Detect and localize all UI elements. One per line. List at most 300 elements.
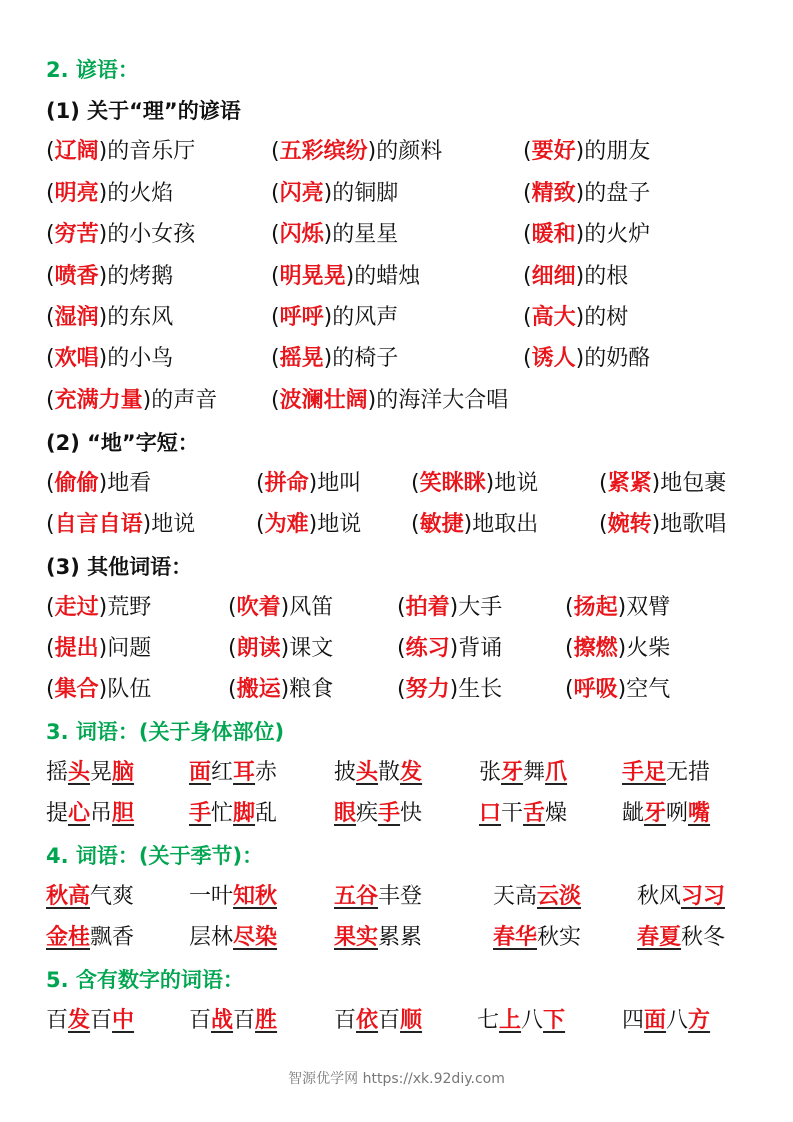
close-paren: ) xyxy=(98,264,108,289)
phrase-tail: 地叫 xyxy=(317,471,362,496)
close-paren: ) xyxy=(98,139,108,164)
phrase-tail: 的火炉 xyxy=(584,222,651,247)
phrase-tail: 的火焰 xyxy=(107,181,174,206)
part3-phrase xyxy=(397,629,502,669)
open-paren: ( xyxy=(565,595,574,620)
close-paren: ) xyxy=(98,677,108,702)
open-paren: ( xyxy=(411,512,420,537)
underlined-word: 春华 xyxy=(493,925,538,950)
open-paren: ( xyxy=(271,388,280,413)
plain-text: 层林 xyxy=(189,925,234,950)
open-paren: ( xyxy=(565,677,574,702)
plain-text: 四 xyxy=(622,1008,645,1033)
season-idiom xyxy=(493,877,581,917)
underlined-word: 下 xyxy=(543,1008,566,1033)
phrase-tail: 地说 xyxy=(494,471,539,496)
answer-word: 暖和 xyxy=(531,222,576,247)
answer-word: 摇晃 xyxy=(279,346,324,371)
subsection-3-heading-line xyxy=(0,547,793,587)
season-idiom xyxy=(493,918,581,958)
phrase-tail: 的小鸟 xyxy=(107,346,174,371)
plain-text: 秋冬 xyxy=(681,925,726,950)
open-paren: ( xyxy=(46,636,55,661)
plain-text: 干 xyxy=(501,801,524,826)
answer-word: 闪亮 xyxy=(279,181,324,206)
subsection-3-title: (3) 其他词语： xyxy=(46,555,193,579)
phrase-tail: 地包裹 xyxy=(660,471,727,496)
underlined-word: 五谷 xyxy=(334,884,379,909)
answer-word: 朗读 xyxy=(236,636,281,661)
part1-phrase xyxy=(46,174,173,214)
open-paren: ( xyxy=(46,181,55,206)
phrase-tail: 生长 xyxy=(458,677,503,702)
plain-text: 晃 xyxy=(90,760,113,785)
answer-word: 走过 xyxy=(54,595,99,620)
close-paren: ) xyxy=(449,636,459,661)
close-paren: ) xyxy=(463,512,473,537)
open-paren: ( xyxy=(46,595,55,620)
footer-watermark: 智源优学网 https://xk.92diy.com xyxy=(288,1071,505,1087)
underlined-word: 口 xyxy=(479,801,502,826)
part1-row xyxy=(0,174,793,214)
underlined-word: 耳 xyxy=(233,760,256,785)
underlined-word: 面 xyxy=(189,760,212,785)
answer-word: 努力 xyxy=(405,677,450,702)
underlined-word: 发 xyxy=(400,760,423,785)
plain-text: 丰登 xyxy=(378,884,423,909)
plain-text: 百 xyxy=(334,1008,357,1033)
underlined-word: 金桂 xyxy=(46,925,91,950)
plain-text: 秋实 xyxy=(537,925,582,950)
phrase-tail: 的声音 xyxy=(151,388,218,413)
plain-text: 飘香 xyxy=(90,925,135,950)
plain-text: 忙 xyxy=(211,801,234,826)
plain-text: 百 xyxy=(90,1008,113,1033)
underlined-word: 云淡 xyxy=(537,884,582,909)
part3-phrase xyxy=(46,588,151,628)
part3-phrase xyxy=(228,588,333,628)
answer-word: 要好 xyxy=(531,139,576,164)
part1-row xyxy=(0,339,793,379)
phrase-tail: 的盘子 xyxy=(584,181,651,206)
phrase-tail: 地说 xyxy=(317,512,362,537)
phrase-tail: 的音乐厅 xyxy=(107,139,196,164)
underlined-word: 中 xyxy=(112,1008,135,1033)
phrase-tail: 的烤鹅 xyxy=(107,264,174,289)
underlined-word: 头 xyxy=(356,760,379,785)
phrase-tail: 地说 xyxy=(151,512,196,537)
underlined-word: 面 xyxy=(644,1008,667,1033)
plain-text: 吊 xyxy=(90,801,113,826)
plain-text: 气爽 xyxy=(90,884,135,909)
open-paren: ( xyxy=(397,595,406,620)
phrase-tail: 的朋友 xyxy=(584,139,651,164)
answer-word: 充满力量 xyxy=(54,388,143,413)
phrase-tail: 的风声 xyxy=(332,305,399,330)
part2-phrase xyxy=(411,464,538,504)
close-paren: ) xyxy=(617,595,627,620)
answer-word: 婉转 xyxy=(607,512,652,537)
phrase-tail: 火柴 xyxy=(626,636,671,661)
part1-phrase xyxy=(271,215,398,255)
answer-word: 喷香 xyxy=(54,264,99,289)
open-paren: ( xyxy=(411,471,420,496)
part2-phrase xyxy=(46,505,195,545)
close-paren: ) xyxy=(449,677,459,702)
open-paren: ( xyxy=(523,264,532,289)
underlined-word: 尽染 xyxy=(233,925,278,950)
body-idiom xyxy=(46,753,134,793)
section-3-title: 3. 词语：(关于身体部位) xyxy=(46,720,285,744)
plain-text: 百 xyxy=(233,1008,256,1033)
phrase-tail: 的奶酪 xyxy=(584,346,651,371)
open-paren: ( xyxy=(271,264,280,289)
answer-word: 练习 xyxy=(405,636,450,661)
subsection-2-title: (2) “地”字短： xyxy=(46,431,199,455)
answer-word: 高大 xyxy=(531,305,576,330)
underlined-word: 头 xyxy=(68,760,91,785)
plain-text: 舞 xyxy=(523,760,546,785)
part3-phrase xyxy=(46,629,151,669)
part1-row xyxy=(0,381,793,421)
answer-word: 拼命 xyxy=(264,471,309,496)
plain-text: 天高 xyxy=(493,884,538,909)
phrase-tail: 的东风 xyxy=(107,305,174,330)
close-paren: ) xyxy=(575,181,585,206)
plain-text: 百 xyxy=(189,1008,212,1033)
part1-phrase xyxy=(271,339,398,379)
body-idiom xyxy=(479,753,567,793)
close-paren: ) xyxy=(323,305,333,330)
close-paren: ) xyxy=(617,677,627,702)
close-paren: ) xyxy=(142,512,152,537)
open-paren: ( xyxy=(256,512,265,537)
number-idiom xyxy=(477,1001,565,1041)
body-idiom xyxy=(479,794,567,834)
open-paren: ( xyxy=(256,471,265,496)
underlined-word: 爪 xyxy=(545,760,568,785)
open-paren: ( xyxy=(46,471,55,496)
part1-phrase xyxy=(271,132,442,172)
part1-phrase xyxy=(523,215,650,255)
section-4-title: 4. 词语：(关于季节)： xyxy=(46,844,264,868)
close-paren: ) xyxy=(617,636,627,661)
phrase-tail: 的海洋大合唱 xyxy=(376,388,509,413)
phrase-tail: 空气 xyxy=(626,677,671,702)
close-paren: ) xyxy=(280,677,290,702)
part3-phrase xyxy=(397,670,502,710)
close-paren: ) xyxy=(98,305,108,330)
underlined-word: 果实 xyxy=(334,925,379,950)
part2-row xyxy=(0,464,793,504)
phrase-tail: 的小女孩 xyxy=(107,222,196,247)
part3-phrase xyxy=(46,670,151,710)
part2-phrase xyxy=(411,505,538,545)
phrase-tail: 的铜脚 xyxy=(332,181,399,206)
body-idiom xyxy=(622,753,710,793)
phrase-tail: 的颜料 xyxy=(376,139,443,164)
plain-text: 龇 xyxy=(622,801,645,826)
plain-text: 乱 xyxy=(255,801,278,826)
plain-text: 累累 xyxy=(378,925,423,950)
close-paren: ) xyxy=(98,181,108,206)
underlined-word: 春夏 xyxy=(637,925,682,950)
answer-word: 明亮 xyxy=(54,181,99,206)
part3-phrase xyxy=(565,588,670,628)
season-idiom xyxy=(334,877,422,917)
close-paren: ) xyxy=(98,636,108,661)
phrase-tail: 大手 xyxy=(458,595,503,620)
part1-phrase xyxy=(523,257,628,297)
answer-word: 呼呼 xyxy=(279,305,324,330)
open-paren: ( xyxy=(271,139,280,164)
underlined-word: 牙 xyxy=(644,801,667,826)
phrase-tail: 的椅子 xyxy=(332,346,399,371)
open-paren: ( xyxy=(271,181,280,206)
part1-phrase xyxy=(46,257,173,297)
plain-text: 披 xyxy=(334,760,357,785)
underlined-word: 舌 xyxy=(523,801,546,826)
underlined-word: 秋高 xyxy=(46,884,91,909)
close-paren: ) xyxy=(367,139,377,164)
underlined-word: 手足 xyxy=(622,760,667,785)
close-paren: ) xyxy=(449,595,459,620)
part2-phrase xyxy=(599,505,726,545)
open-paren: ( xyxy=(523,181,532,206)
close-paren: ) xyxy=(323,181,333,206)
plain-text: 张 xyxy=(479,760,502,785)
open-paren: ( xyxy=(397,636,406,661)
body-row xyxy=(0,794,793,834)
plain-text: 疾 xyxy=(356,801,379,826)
phrase-tail: 地取出 xyxy=(472,512,539,537)
season-idiom xyxy=(46,918,134,958)
plain-text: 提 xyxy=(46,801,69,826)
underlined-word: 战 xyxy=(211,1008,234,1033)
plain-text: 摇 xyxy=(46,760,69,785)
open-paren: ( xyxy=(397,677,406,702)
close-paren: ) xyxy=(98,595,108,620)
open-paren: ( xyxy=(46,139,55,164)
answer-word: 提出 xyxy=(54,636,99,661)
underlined-word: 脚 xyxy=(233,801,256,826)
body-idiom xyxy=(334,794,422,834)
plain-text: 咧 xyxy=(666,801,689,826)
underlined-word: 顺 xyxy=(400,1008,423,1033)
underlined-word: 手 xyxy=(189,801,212,826)
answer-word: 擦燃 xyxy=(573,636,618,661)
close-paren: ) xyxy=(575,139,585,164)
phrase-tail: 的星星 xyxy=(332,222,399,247)
plain-text: 燥 xyxy=(545,801,568,826)
number-idiom xyxy=(189,1001,277,1041)
answer-word: 辽阔 xyxy=(54,139,99,164)
body-idiom xyxy=(189,753,277,793)
close-paren: ) xyxy=(98,471,108,496)
close-paren: ) xyxy=(575,264,585,289)
part2-phrase xyxy=(46,464,151,504)
plain-text: 散 xyxy=(378,760,401,785)
body-row xyxy=(0,753,793,793)
underlined-word: 知秋 xyxy=(233,884,278,909)
answer-word: 紧紧 xyxy=(607,471,652,496)
part1-phrase xyxy=(46,381,217,421)
phrase-tail: 的蜡烛 xyxy=(354,264,421,289)
subsection-2-heading-line xyxy=(0,423,793,463)
close-paren: ) xyxy=(98,346,108,371)
subsection-1-heading-line xyxy=(0,91,793,131)
plain-text: 八 xyxy=(521,1008,544,1033)
open-paren: ( xyxy=(523,139,532,164)
answer-word: 搬运 xyxy=(236,677,281,702)
part3-phrase xyxy=(397,588,502,628)
open-paren: ( xyxy=(565,636,574,661)
section-2-title: 2. 谚语： xyxy=(46,58,139,82)
answer-word: 细细 xyxy=(531,264,576,289)
underlined-word: 方 xyxy=(688,1008,711,1033)
answer-word: 精致 xyxy=(531,181,576,206)
open-paren: ( xyxy=(523,346,532,371)
part1-phrase xyxy=(46,298,173,338)
open-paren: ( xyxy=(228,595,237,620)
part1-phrase xyxy=(271,174,398,214)
season-idiom xyxy=(189,918,277,958)
part1-phrase xyxy=(523,298,628,338)
open-paren: ( xyxy=(46,222,55,247)
number-idiom xyxy=(46,1001,134,1041)
underlined-word: 依 xyxy=(356,1008,379,1033)
part3-phrase xyxy=(228,629,333,669)
underlined-word: 眼 xyxy=(334,801,357,826)
part2-phrase xyxy=(599,464,726,504)
part1-phrase xyxy=(523,132,650,172)
underlined-word: 牙 xyxy=(501,760,524,785)
season-idiom xyxy=(46,877,134,917)
phrase-tail: 的根 xyxy=(584,264,629,289)
part1-row xyxy=(0,298,793,338)
season-idiom xyxy=(334,918,422,958)
close-paren: ) xyxy=(345,264,355,289)
underlined-word: 手 xyxy=(378,801,401,826)
answer-word: 明晃晃 xyxy=(279,264,346,289)
close-paren: ) xyxy=(651,471,661,496)
close-paren: ) xyxy=(308,512,318,537)
open-paren: ( xyxy=(46,388,55,413)
open-paren: ( xyxy=(46,346,55,371)
number-row xyxy=(0,1001,793,1041)
open-paren: ( xyxy=(46,512,55,537)
open-paren: ( xyxy=(523,222,532,247)
underlined-word: 上 xyxy=(499,1008,522,1033)
close-paren: ) xyxy=(485,471,495,496)
close-paren: ) xyxy=(280,595,290,620)
part1-row xyxy=(0,132,793,172)
season-idiom xyxy=(637,877,725,917)
plain-text: 秋风 xyxy=(637,884,682,909)
open-paren: ( xyxy=(271,305,280,330)
season-idiom xyxy=(637,918,725,958)
part1-phrase xyxy=(46,339,173,379)
plain-text: 无措 xyxy=(666,760,711,785)
underlined-word: 发 xyxy=(68,1008,91,1033)
answer-word: 五彩缤纷 xyxy=(279,139,368,164)
close-paren: ) xyxy=(98,222,108,247)
close-paren: ) xyxy=(323,222,333,247)
answer-word: 呼吸 xyxy=(573,677,618,702)
close-paren: ) xyxy=(142,388,152,413)
open-paren: ( xyxy=(599,512,608,537)
answer-word: 扬起 xyxy=(573,595,618,620)
open-paren: ( xyxy=(46,677,55,702)
phrase-tail: 背诵 xyxy=(458,636,503,661)
answer-word: 穷苦 xyxy=(54,222,99,247)
answer-word: 拍着 xyxy=(405,595,450,620)
underlined-word: 胜 xyxy=(255,1008,278,1033)
part2-phrase xyxy=(256,505,361,545)
phrase-tail: 问题 xyxy=(107,636,152,661)
answer-word: 敏捷 xyxy=(419,512,464,537)
underlined-word: 嘴 xyxy=(688,801,711,826)
plain-text: 红 xyxy=(211,760,234,785)
open-paren: ( xyxy=(271,346,280,371)
underlined-word: 胆 xyxy=(112,801,135,826)
open-paren: ( xyxy=(523,305,532,330)
body-idiom xyxy=(334,753,422,793)
part1-phrase xyxy=(271,298,398,338)
answer-word: 集合 xyxy=(54,677,99,702)
plain-text: 八 xyxy=(666,1008,689,1033)
part3-row xyxy=(0,670,793,710)
open-paren: ( xyxy=(228,677,237,702)
open-paren: ( xyxy=(271,222,280,247)
section-4-heading-line xyxy=(0,836,793,876)
part1-row xyxy=(0,257,793,297)
open-paren: ( xyxy=(599,471,608,496)
close-paren: ) xyxy=(323,346,333,371)
close-paren: ) xyxy=(575,346,585,371)
body-idiom xyxy=(622,794,710,834)
part1-phrase xyxy=(271,257,420,297)
season-idiom xyxy=(189,877,277,917)
section-2-heading-line xyxy=(0,50,793,90)
phrase-tail: 的树 xyxy=(584,305,629,330)
part3-phrase xyxy=(565,670,670,710)
part3-phrase xyxy=(565,629,670,669)
plain-text: 七 xyxy=(477,1008,500,1033)
answer-word: 闪烁 xyxy=(279,222,324,247)
part1-phrase xyxy=(271,381,508,421)
close-paren: ) xyxy=(308,471,318,496)
answer-word: 欢唱 xyxy=(54,346,99,371)
close-paren: ) xyxy=(280,636,290,661)
phrase-tail: 粮食 xyxy=(289,677,334,702)
underlined-word: 习习 xyxy=(681,884,726,909)
part2-row xyxy=(0,505,793,545)
plain-text: 一叶 xyxy=(189,884,234,909)
close-paren: ) xyxy=(367,388,377,413)
section-5-title: 5. 含有数字的词语： xyxy=(46,968,244,992)
part3-row xyxy=(0,629,793,669)
close-paren: ) xyxy=(575,222,585,247)
answer-word: 湿润 xyxy=(54,305,99,330)
phrase-tail: 地看 xyxy=(107,471,152,496)
phrase-tail: 队伍 xyxy=(107,677,152,702)
answer-word: 波澜壮阔 xyxy=(279,388,368,413)
close-paren: ) xyxy=(575,305,585,330)
answer-word: 自言自语 xyxy=(54,512,143,537)
part3-phrase xyxy=(228,670,333,710)
phrase-tail: 地歌唱 xyxy=(660,512,727,537)
